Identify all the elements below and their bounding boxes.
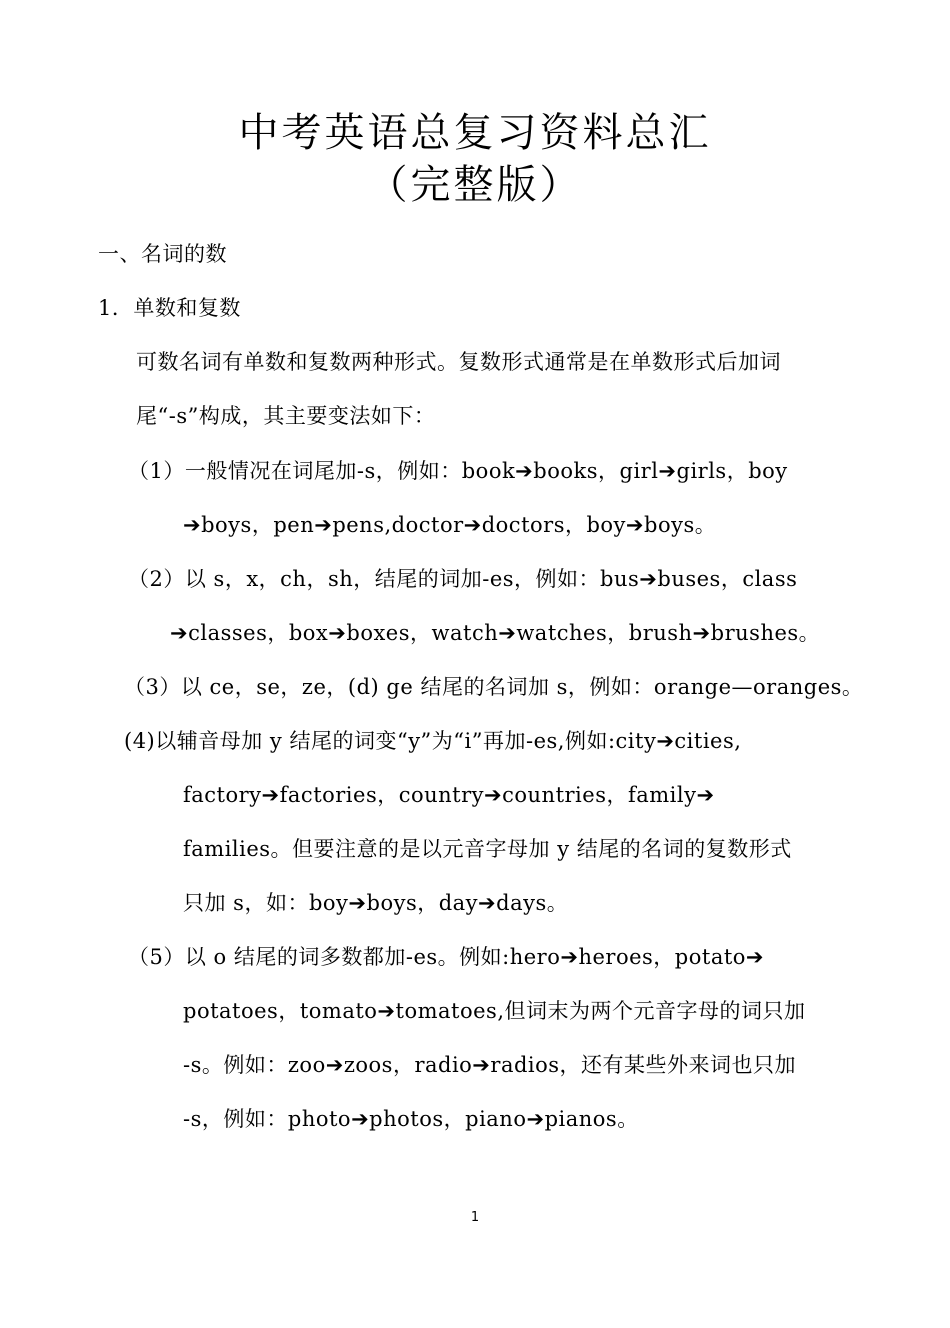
list-item-line: -s。例如：zoo➔zoos，radio➔radios，还有某些外来词也只加 bbox=[183, 1053, 797, 1077]
paragraph-line: 尾“-s”构成，其主要变法如下： bbox=[136, 404, 436, 428]
list-item-line: -s，例如：photo➔photos，piano➔pianos。 bbox=[183, 1107, 639, 1131]
list-item-line: families。但要注意的是以元音字母加 y 结尾的名词的复数形式 bbox=[183, 837, 792, 861]
list-item-line: （1）一般情况在词尾加-s，例如：book➔books，girl➔girls，boy bbox=[128, 459, 788, 483]
list-item-line: 只加 s，如：boy➔boys，day➔days。 bbox=[183, 891, 569, 915]
page-title: 中考英语总复习资料总汇 bbox=[238, 110, 712, 156]
list-item-line: potatoes，tomato➔tomatoes,但词末为两个元音字母的词只加 bbox=[183, 999, 806, 1023]
list-item-line: ➔boys，pen➔pens,doctor➔doctors，boy➔boys。 bbox=[183, 513, 717, 537]
list-item-line: （3）以 ce，se，ze，(d) ge 结尾的名词加 s，例如：orange—oranges。 bbox=[124, 675, 864, 699]
list-item-line: （5）以 o 结尾的词多数都加-es。例如:hero➔heroes，potato➔ bbox=[128, 945, 765, 969]
page-number: 1 bbox=[470, 1210, 480, 1225]
list-item-line: (4)以辅音母加 y 结尾的词变“y”为“i”再加-es,例如:city➔cities, bbox=[124, 729, 742, 753]
list-item-line: factory➔factories，country➔countries，family➔ bbox=[183, 783, 715, 807]
subsection-heading: 1．单数和复数 bbox=[98, 296, 241, 320]
list-item-line: ➔classes，box➔boxes，watch➔watches，brush➔brushes。 bbox=[170, 621, 821, 645]
paragraph-line: 可数名词有单数和复数两种形式。复数形式通常是在单数形式后加词 bbox=[136, 350, 781, 374]
section-heading: 一、名词的数 bbox=[98, 242, 227, 266]
list-item-line: （2）以 s，x，ch，sh，结尾的词加-es，例如：bus➔buses，class bbox=[128, 567, 798, 591]
page-subtitle: （完整版） bbox=[367, 162, 583, 208]
